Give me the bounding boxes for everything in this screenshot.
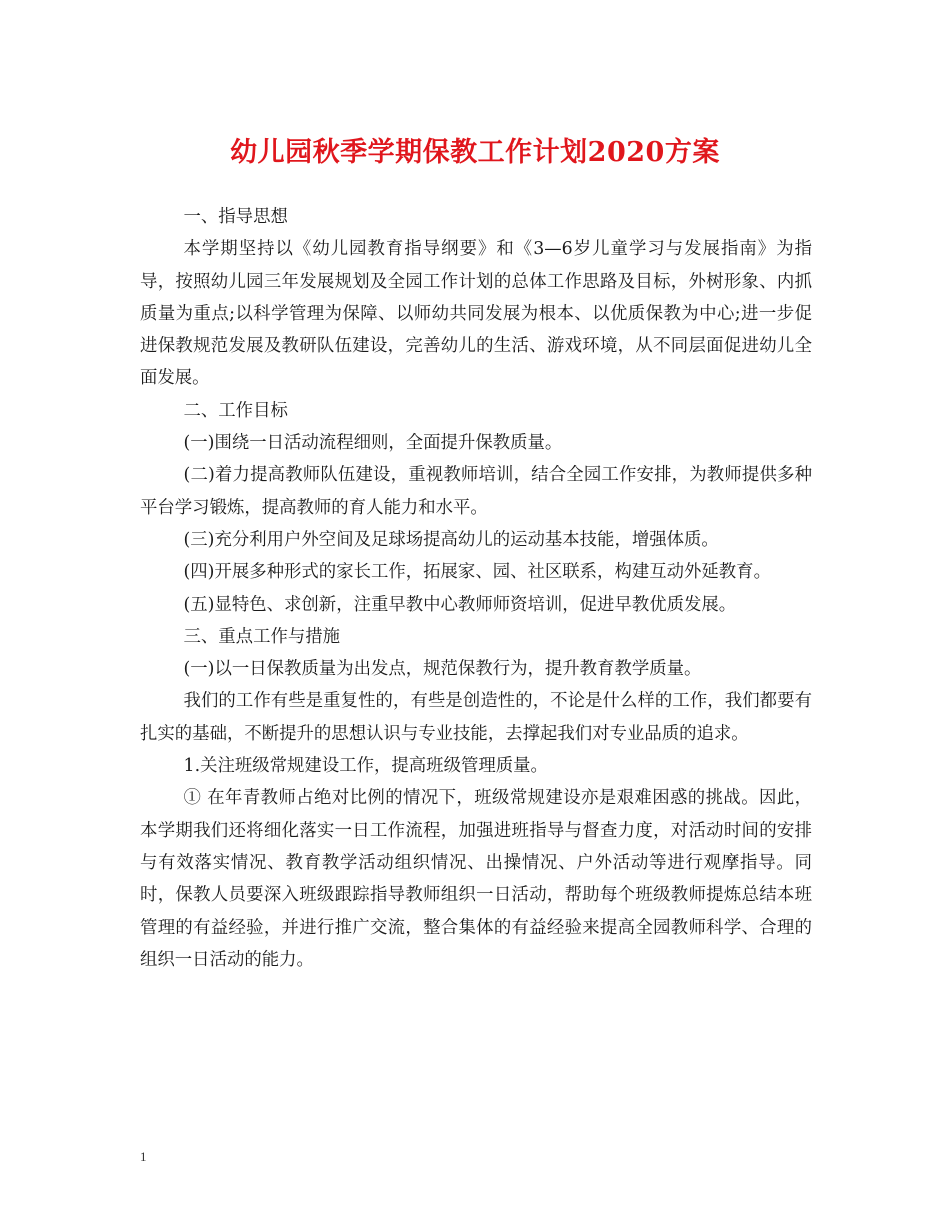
section-heading: 三、重点工作与措施 xyxy=(183,626,341,647)
section-heading: 一、指导思想 xyxy=(183,207,288,227)
paragraph: (四)开展多种形式的家长工作，拓展家、园、社区联系，构建互动外延教育。 xyxy=(183,562,771,583)
paragraph: (三)充分利用户外空间及足球场提高幼儿的运动基本技能，增强体质。 xyxy=(183,529,719,550)
paragraph: (一)以一日保教质量为出发点，规范保教行为，提升教育教学质量。 xyxy=(183,659,702,680)
paragraph: (二)着力提高教师队伍建设，重视教师培训，结合全园工作安排，为教师提供多种平台学习锻炼，提高教师的育人能力和水平。 xyxy=(140,465,812,518)
paragraph: ① 在年青教师占绝对比例的情况下，班级常规建设亦是艰难困惑的挑战。因此，本学期我们还将细化落实一日工作流程，加强进班指导与督查力度，对活动时间的安排与有效落实情况、教育教学活动组织情况、出操情况、户外活动等进行观摩指导。同时，保教人员要深入班级跟踪指导教师组织一日活动，帮助每个班级教师提炼总结本班管理的有益经验，并进行推广交流，整合集体的有益经验来提高全园教师科学、合理的组织一日活动的能力。 xyxy=(140,788,812,970)
document-body xyxy=(140,201,812,976)
document-title: 幼儿园秋季学期保教工作计划2020方案 xyxy=(230,137,720,168)
paragraph: 本学期坚持以《幼儿园教育指导纲要》和《3—6岁儿童学习与发展指南》为指导，按照幼儿园三年发展规划及全园工作计划的总体工作思路及目标，外树形象、内抓质量为重点;以科学管理为保障、以师幼共同发展为根本、以优质保教为中心;进一步促进保教规范发展及教研队伍建设，完善幼儿的生活、游戏环境，从不同层面促进幼儿全面发展。 xyxy=(140,239,812,389)
paragraph: (一)围绕一日活动流程细则，全面提升保教质量。 xyxy=(183,433,563,454)
paragraph: 1.关注班级常规建设工作，提高班级管理质量。 xyxy=(183,756,548,777)
paragraph: 我们的工作有些是重复性的，有些是创造性的，不论是什么样的工作，我们都要有扎实的基础，不断提升的思想认识与专业技能，去撑起我们对专业品质的追求。 xyxy=(140,691,812,744)
page-number: 1 xyxy=(140,1149,147,1164)
paragraph: (五)显特色、求创新，注重早教中心教师师资培训，促进早教优质发展。 xyxy=(183,594,737,615)
section-heading: 二、工作目标 xyxy=(183,400,288,421)
